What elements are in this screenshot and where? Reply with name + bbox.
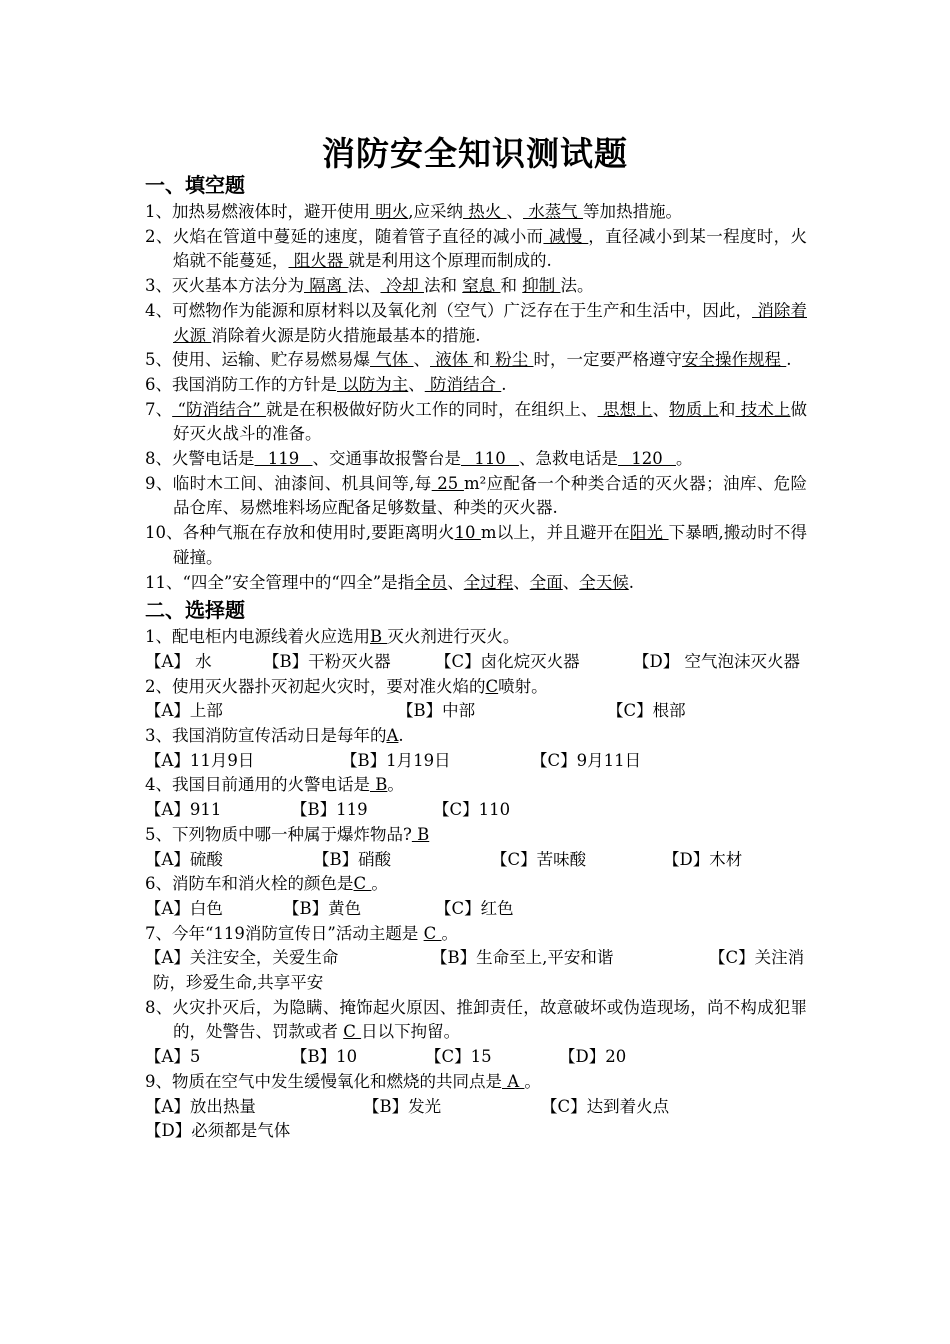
answer-blank: 10 bbox=[454, 523, 481, 543]
option-b: 【B】黄色 bbox=[283, 898, 362, 918]
choice-question-6: 6、消防车和消火栓的颜色是C 。 bbox=[145, 874, 388, 894]
fill-question-7: 7、 “防消结合” 就是在积极做好防火工作的同时，在组织上、 思想上、物质上和 技术上做好灭火战斗的准备。 bbox=[145, 399, 808, 444]
answer-blank: C bbox=[485, 676, 499, 696]
choice-question-4: 4、我国目前通用的火警电话是 B。 bbox=[145, 775, 404, 795]
answer-blank: 以防为主 bbox=[337, 374, 409, 394]
answer-blank: 安全操作规程 bbox=[682, 350, 787, 370]
option-d: 【D】 空气泡沫灭火器 bbox=[633, 651, 800, 671]
answer-blank: C bbox=[423, 923, 442, 943]
choice-options-8 bbox=[145, 1045, 807, 1070]
option-c: 【C】红色 bbox=[435, 898, 514, 918]
option-c: 【C】关注消防，珍爱生命,共享平安 bbox=[153, 948, 805, 993]
option-b: 【B】生命至上,平安和谐 bbox=[431, 948, 614, 968]
fill-question-8: 8、火警电话是 119 、交通事故报警台是 110 、急救电话是 120 。 bbox=[145, 449, 693, 469]
option-a: 【A】关注安全，关爱生命 bbox=[145, 948, 339, 968]
option-a: 【A】白色 bbox=[145, 898, 223, 918]
choice-question-8: 8、火灾扑灭后，为隐瞒、掩饰起火原因、推卸责任，故意破坏或伪造现场，尚不构成犯罪的，处警告、罚款或者 C 日以下拘留。 bbox=[145, 997, 807, 1042]
answer-blank: 隔离 bbox=[304, 276, 348, 296]
section-heading-multiple-choice: 二、选择题 bbox=[145, 598, 245, 623]
answer-blank: 消除着火源 bbox=[173, 300, 807, 345]
choice-options-6 bbox=[145, 897, 807, 922]
choice-question-5: 5、下列物质中哪一种属于爆炸物品? B bbox=[145, 824, 430, 844]
option-c: 【C】苦味酸 bbox=[491, 849, 587, 869]
option-a: 【A】 水 bbox=[145, 651, 212, 671]
fill-question-11: 11、“四全”安全管理中的“四全”是指全员、全过程、全面、全天候. bbox=[145, 572, 634, 592]
option-b: 【B】干粉灭火器 bbox=[263, 651, 391, 671]
fill-question-9: 9、临时木工间、油漆间、机具间等,每 25 m²应配备一个种类合适的灭火器；油库、危险品仓库、易燃堆料场应配备足够数量、种类的灭火器. bbox=[145, 473, 807, 518]
answer-blank: 思想上 bbox=[597, 399, 653, 419]
fill-question-1: 1、加热易燃液体时，避开使用 明火,应采纳 热火 、 水蒸气 等加热措施。 bbox=[145, 202, 682, 221]
answer-blank: 119 bbox=[254, 449, 313, 469]
answer-blank: 水蒸气 bbox=[523, 202, 583, 221]
answer-blank: A bbox=[386, 726, 399, 746]
answer-blank: 粉尘 bbox=[490, 350, 534, 370]
option-c: 【C】卤化烷灭火器 bbox=[435, 651, 580, 671]
option-c: 【C】9月11日 bbox=[531, 750, 642, 770]
answer-blank: 阳光 bbox=[629, 523, 669, 543]
answer-blank: 物质上 bbox=[669, 399, 719, 419]
option-b: 【B】10 bbox=[291, 1047, 358, 1067]
answer-blank: 25 bbox=[431, 473, 464, 493]
answer-blank: 液体 bbox=[430, 350, 474, 370]
option-b: 【B】硝酸 bbox=[313, 849, 392, 869]
fill-question-3: 3、灭火基本方法分为 隔离 法、 冷却 法和 窒息 和 抑制 法。 bbox=[145, 276, 594, 296]
option-a: 【A】硫酸 bbox=[145, 849, 223, 869]
fill-question-4: 4、可燃物作为能源和原材料以及氧化剂（空气）广泛存在于生产和生活中，因此， 消除着火源 消除着火源是防火措施最基本的措施. bbox=[145, 300, 807, 345]
choice-options-5 bbox=[145, 848, 807, 873]
choice-options-9-cont bbox=[145, 1119, 807, 1144]
fill-question-5: 5、使用、运输、贮存易燃易爆 气体 、 液体 和 粉尘 时，一定要严格遵守安全操作规程 . bbox=[145, 350, 792, 370]
option-d: 【D】必须都是气体 bbox=[145, 1121, 291, 1141]
choice-options-9 bbox=[145, 1095, 807, 1120]
choice-options-1 bbox=[145, 650, 807, 675]
option-a: 【A】上部 bbox=[145, 701, 223, 721]
option-c: 【C】达到着火点 bbox=[541, 1096, 670, 1116]
answer-blank: C bbox=[353, 874, 372, 894]
choice-question-2: 2、使用灭火器扑灭初起火灾时，要对准火焰的C喷射。 bbox=[145, 676, 548, 696]
choice-question-3: 3、我国消防宣传活动日是每年的A. bbox=[145, 726, 404, 746]
option-c: 【C】15 bbox=[425, 1047, 492, 1067]
option-c: 【C】根部 bbox=[607, 701, 686, 721]
answer-blank: 技术上 bbox=[735, 399, 791, 419]
choice-options-3 bbox=[145, 749, 807, 774]
answer-blank: B bbox=[370, 775, 388, 795]
option-a: 【A】放出热量 bbox=[145, 1096, 256, 1116]
answer-blank: 全面 bbox=[529, 572, 563, 592]
answer-blank: 抑制 bbox=[522, 276, 561, 296]
answer-blank: 阻火器 bbox=[288, 251, 349, 271]
option-d: 【D】20 bbox=[559, 1047, 627, 1067]
answer-blank: 明火 bbox=[370, 202, 409, 221]
option-b: 【B】发光 bbox=[363, 1096, 442, 1116]
choice-options-2 bbox=[145, 699, 807, 724]
option-a: 【A】911 bbox=[145, 800, 222, 820]
fill-question-10: 10、各种气瓶在存放和使用时,要距离明火10 m以上，并且避开在阳光 下暴晒,搬动时不得碰撞。 bbox=[145, 523, 807, 567]
option-a: 【A】11月9日 bbox=[145, 750, 255, 770]
document-title: 消防安全知识测试题 bbox=[322, 134, 628, 173]
answer-blank: 全过程 bbox=[463, 572, 514, 592]
choice-options-4 bbox=[145, 798, 807, 823]
document-body bbox=[145, 170, 807, 1144]
option-c: 【C】110 bbox=[433, 800, 511, 820]
choice-question-9: 9、物质在空气中发生缓慢氧化和燃烧的共同点是 A 。 bbox=[145, 1071, 541, 1091]
answer-blank: “防消结合” bbox=[172, 399, 267, 419]
choice-question-7: 7、今年“119消防宣传日”活动主题是 C 。 bbox=[145, 923, 458, 943]
answer-blank: 全员 bbox=[414, 572, 448, 592]
answer-blank: 减慢 bbox=[543, 226, 589, 246]
answer-blank: B bbox=[411, 824, 430, 844]
option-a: 【A】5 bbox=[145, 1047, 201, 1067]
answer-blank: A bbox=[502, 1071, 525, 1091]
answer-blank: 窒息 bbox=[462, 276, 501, 296]
section-heading-fill-in: 一、填空题 bbox=[145, 173, 245, 197]
option-b: 【B】中部 bbox=[397, 701, 476, 721]
option-d: 【D】木材 bbox=[663, 849, 743, 869]
answer-blank: 全天候 bbox=[579, 572, 629, 592]
choice-question-1: 1、配电柜内电源线着火应选用B 灭火剂进行灭火。 bbox=[145, 627, 520, 647]
answer-blank: B bbox=[370, 627, 388, 647]
answer-blank: 防消结合 bbox=[424, 374, 502, 394]
answer-blank: 110 bbox=[460, 449, 519, 469]
answer-blank: 120 bbox=[617, 449, 676, 469]
answer-blank: C bbox=[343, 1022, 362, 1042]
answer-blank: 气体 bbox=[370, 350, 414, 370]
choice-options-7 bbox=[145, 946, 807, 995]
answer-blank: 热火 bbox=[463, 202, 507, 221]
answer-blank: 冷却 bbox=[380, 276, 424, 296]
fill-question-2: 2、火焰在管道中蔓延的速度，随着管子直径的减小而 减慢 ，直径减小到某一程度时，火焰就不能蔓延， 阻火器 就是利用这个原理而制成的. bbox=[145, 226, 807, 271]
fill-question-6: 6、我国消防工作的方针是 以防为主、 防消结合 . bbox=[145, 374, 507, 394]
option-b: 【B】119 bbox=[291, 800, 368, 820]
option-b: 【B】1月19日 bbox=[341, 750, 451, 770]
